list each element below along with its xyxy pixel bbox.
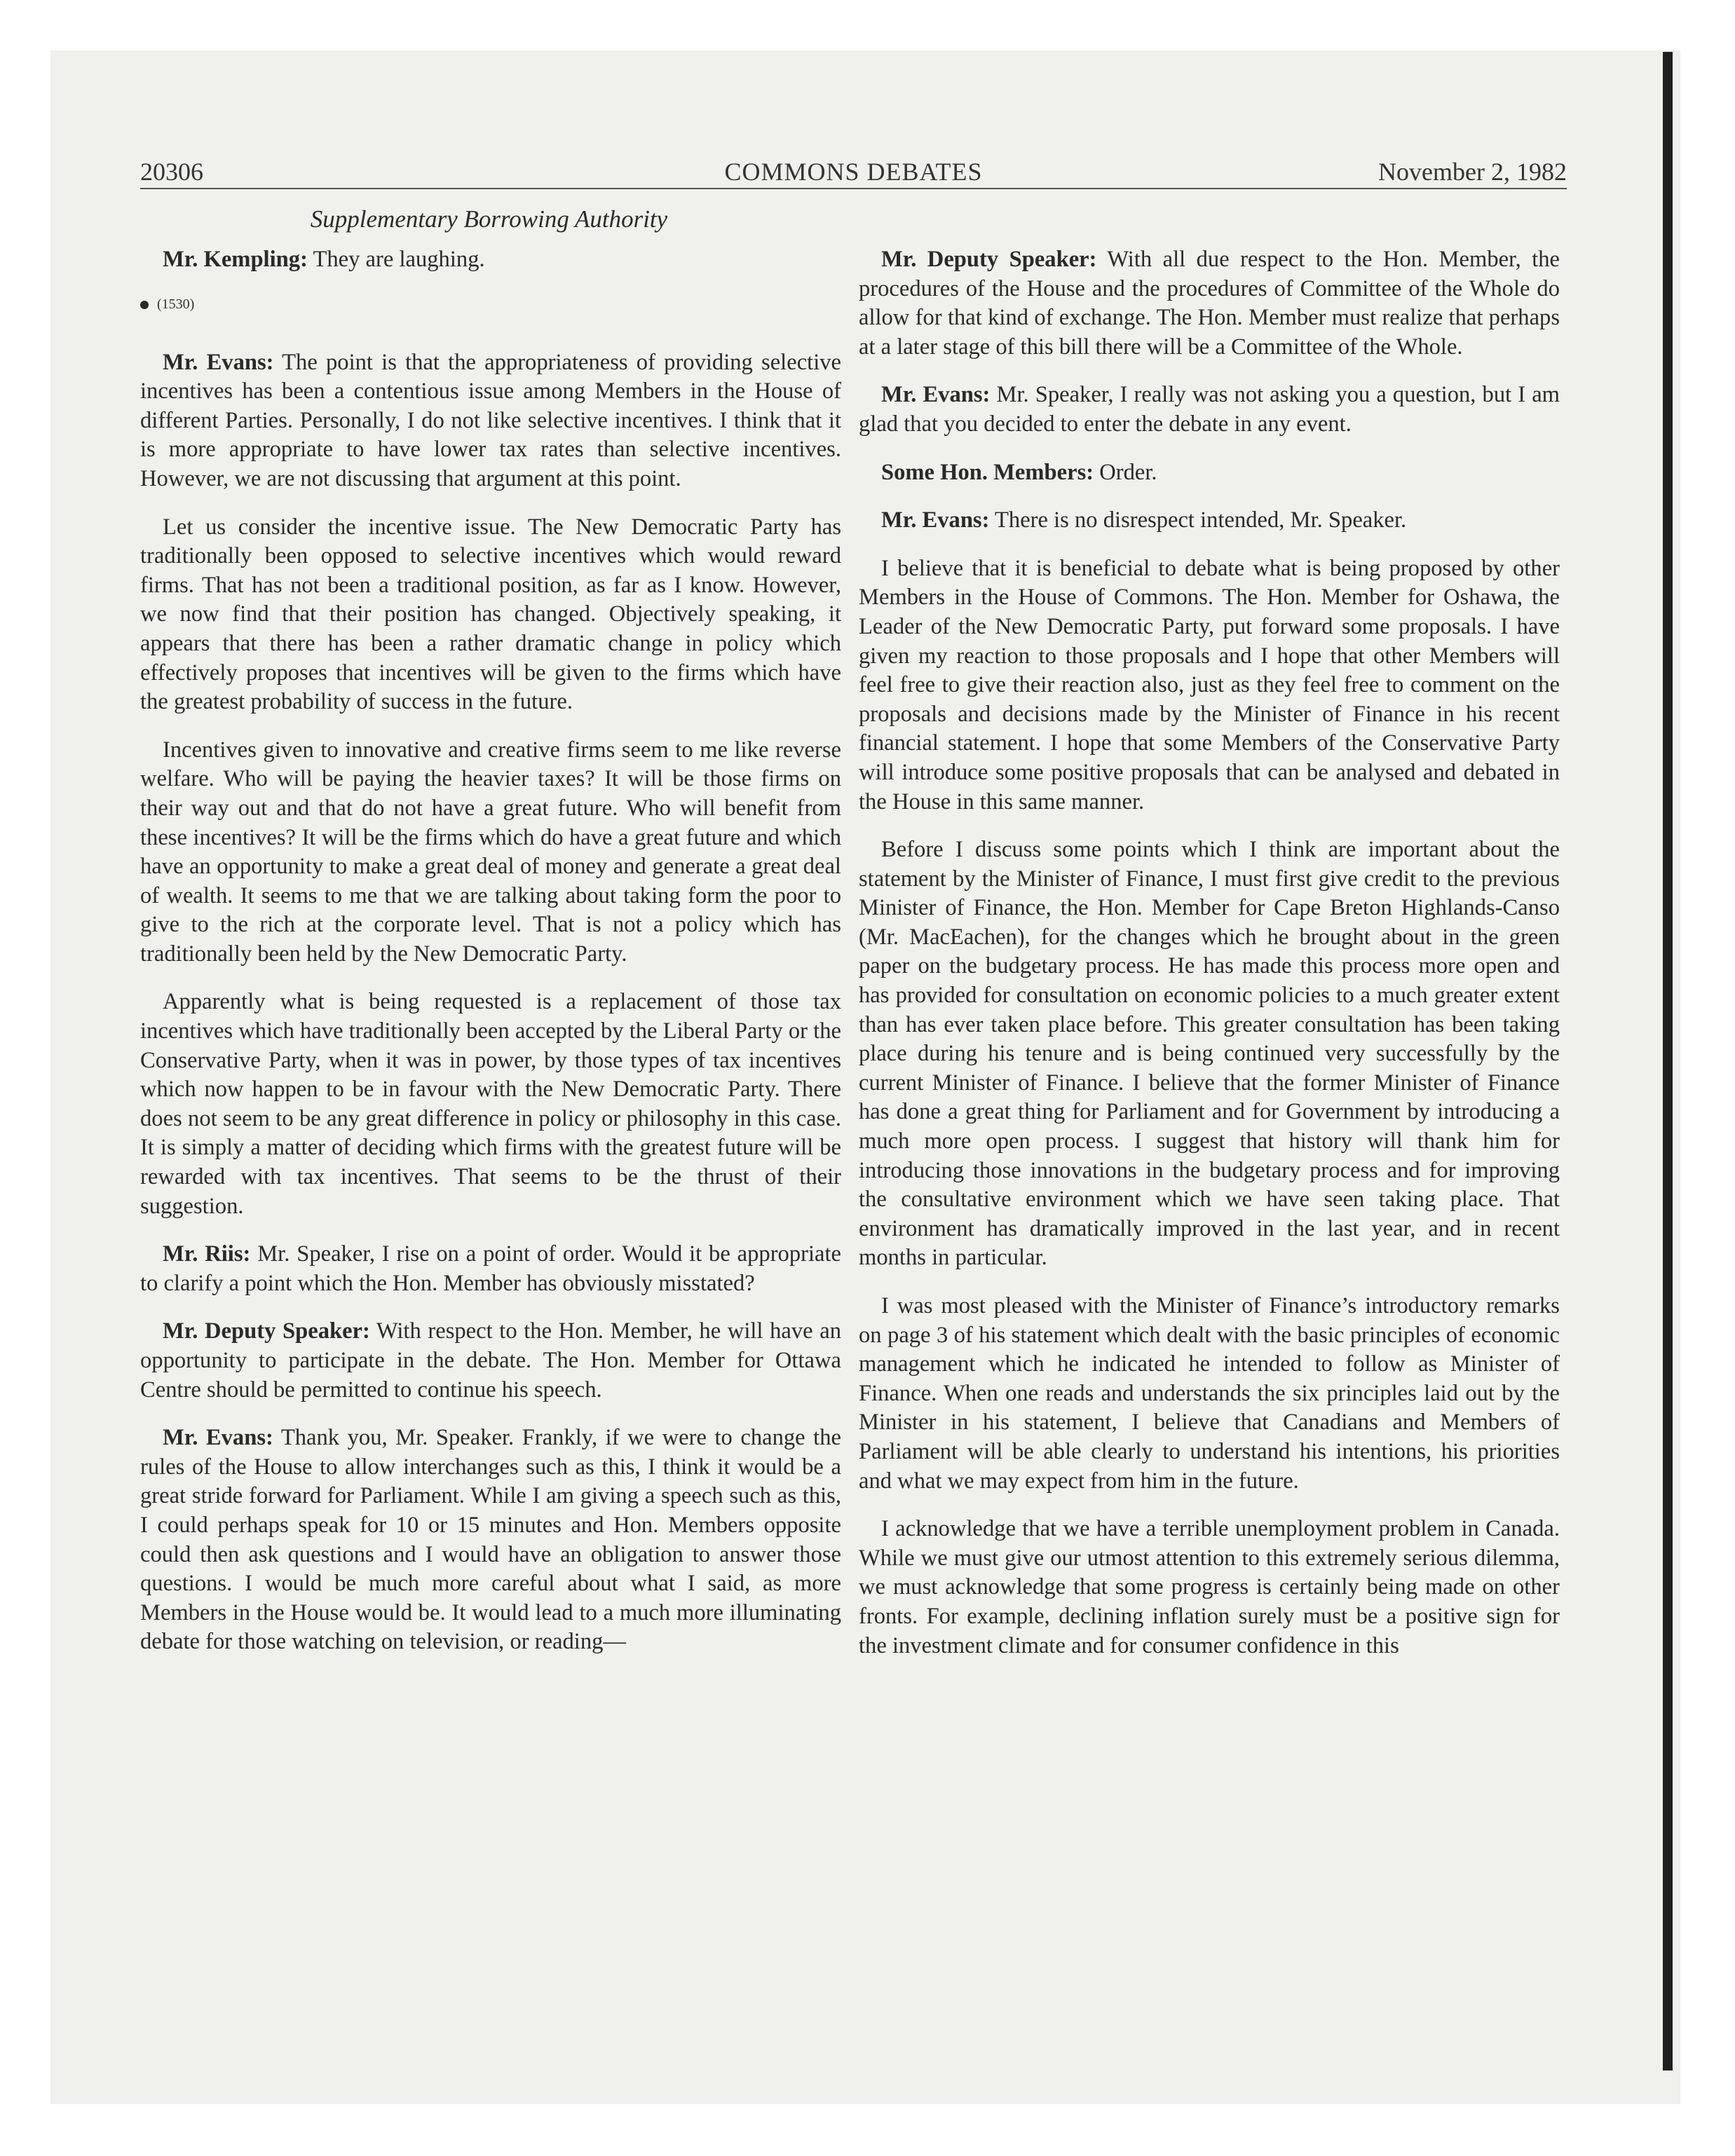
speaker-name: Mr. Riis: [163, 1241, 251, 1267]
right-column [859, 245, 1560, 1679]
paragraph-text: Apparently what is being requested is a replacement of those tax incentives which have traditionally been accepted by the Liberal Party or the Conservative Party, when it was in power, by those types of tax incentives which now happen to be in favour with the New Democratic Party. There does not seem to be any great difference in policy or philosophy in this case. It is simply a matter of deciding which firms with the greatest future will be rewarded with tax incentives. That seems to be the thrust of their suggestion. [140, 989, 841, 1219]
section-subtitle: Supplementary Borrowing Authority [310, 205, 668, 233]
paragraph-text: With respect to the Hon. Member, he will have an opportunity to participate in the debate. The Hon. Member for Ottawa Centre should be permitted to continue his speech. [140, 1318, 841, 1403]
paragraph [859, 835, 1560, 1273]
paragraph-text: Incentives given to innovative and creative firms seem to me like reverse welfare. Who will be paying the heavier taxes? It will be those firms on their way out and that do not have a great future. Who will benefit from these incentives? It will be the firms which do have a great future and which have an opportunity to make a great deal of money and generate a great deal of wealth. It seems to me that we are talking about taking form the poor to give to the rich at the corporate level. That is not a policy which has traditionally been held by the New Democratic Party. [140, 737, 841, 967]
paragraph-text: The point is that the appropriateness of providing selective incentives has been a contentious issue among Members in the House of different Parties. Personally, I do not like selective incentives. I think that it is more appropriate to have lower tax rates than selective incentives. However, we are not discussing that argument at this point. [140, 349, 842, 491]
header-rule [140, 188, 1567, 189]
paragraph [859, 245, 1560, 362]
paragraph-text: Before I discuss some points which I think are important about the statement by the Minister of Finance, I must first give credit to the previous Minister of Finance, the Hon. Member for Cape Breton Highlands-Canso (Mr. MacEachen), for the changes which he brought about in the green paper on the budgetary process. He has made this process more open and has provided for consultation on economic policies to a much greater extent than has ever taken place before. This greater consultation has been taking place during his tenure and is being continued very successfully by the current Minister of Finance. I believe that the former Minister of Finance has done a great thing for Parliament and for Government by introducing a much more open process. I suggest that history will thank him for introducing those innovations in the budgetary process and for improving the consultative environment which we have seen taking place. That environment has dramatically improved in the last year, and in recent months in particular. [859, 837, 1560, 1271]
paragraph-text: Let us consider the incentive issue. The New Democratic Party has traditionally been opposed to selective incentives which would reward firms. That has not been a traditional position, as far as I know. However, we now find that their position has changed. Objectively speaking, it appears that there has been a rather dramatic change in policy which effectively proposes that incentives will be given to the firms which have the greatest probability of success in the future. [140, 514, 841, 715]
speaker-name: Mr. Evans: [163, 349, 274, 375]
paragraph [859, 506, 1560, 535]
paragraph [140, 513, 841, 717]
paragraph-text: I believe that it is beneficial to debate what is being proposed by other Members in the House of Commons. The Hon. Member for Oshawa, the Leader of the New Democratic Party, put forward some proposals. I have given my reaction to those proposals and I hope that other Members will feel free to give their reaction also, just as they feel free to comment on the proposals and decisions made by the Minister of Finance in his recent financial statement. I hope that some Members of the Conservative Party will introduce some positive proposals that can be analysed and debated in the House in this same manner. [859, 555, 1560, 814]
publication-date: November 2, 1982 [1378, 158, 1567, 186]
speaker-name: Mr. Kempling: [163, 247, 308, 272]
paragraph [859, 554, 1560, 817]
paragraph-text: There is no disrespect intended, Mr. Speaker. [989, 507, 1407, 533]
page-number: 20306 [140, 158, 203, 186]
publication-title: COMMONS DEBATES [724, 158, 983, 186]
paragraph-text: They are laughing. [307, 247, 485, 272]
speaker-name: Mr. Evans: [163, 1425, 273, 1451]
paragraph-text: Mr. Speaker, I rise on a point of order. Would it be appropriate to clarify a point which the Hon. Member has obviously misstated? [140, 1241, 841, 1296]
paragraph [140, 1317, 841, 1405]
paragraph-text: Mr. Speaker, I really was not asking you a question, but I am glad that you decided to enter the debate in any event. [859, 382, 1560, 437]
speaker-name: Some Hon. Members: [881, 459, 1094, 485]
scan-edge-shadow [1663, 52, 1673, 2070]
time-marker [140, 294, 841, 315]
paragraph [140, 245, 841, 275]
paragraph [859, 1292, 1560, 1496]
paragraph [140, 736, 841, 969]
paragraph [140, 348, 841, 494]
paragraph [859, 1515, 1560, 1660]
paragraph-text: I acknowledge that we have a terrible unemployment problem in Canada. While we must give our utmost attention to this extremely serious dilemma, we must acknowledge that some progress is certainly being made on other fronts. For example, declining inflation surely must be a positive sign for the investment climate and for consumer confidence in this [859, 1516, 1560, 1658]
paragraph [859, 381, 1560, 439]
speaker-name: Mr. Deputy Speaker: [163, 1318, 370, 1344]
speaker-name: Mr. Evans: [881, 507, 990, 533]
bullet-icon [140, 301, 149, 309]
left-column [140, 245, 841, 1676]
speaker-name: Mr. Evans: [881, 382, 991, 408]
paragraph [859, 458, 1560, 488]
paragraph [140, 988, 841, 1221]
paragraph-text: Order. [1094, 459, 1157, 485]
paragraph [140, 1240, 841, 1298]
time-marker-text: (1530) [157, 296, 195, 312]
page-header [140, 154, 1567, 189]
speaker-name: Mr. Deputy Speaker: [881, 247, 1097, 272]
paragraph-text: I was most pleased with the Minister of Finance’s introductory remarks on page 3 of his statement which dealt with the basic principles of economic management which he indicated he intended to follow as Minister of Finance. When one reads and understands the six principles laid out by the Minister in his statement, I believe that Canadians and Members of Parliament will be able clearly to understand his intentions, his priorities and what we may expect from him in the future. [859, 1293, 1560, 1494]
paragraph [140, 1424, 841, 1657]
paragraph-text: Thank you, Mr. Speaker. Frankly, if we were to change the rules of the House to allow interchanges such as this, I think it would be a great stride forward for Parliament. While I am giving a speech such as this, I could perhaps speak for 10 or 15 minutes and Hon. Members opposite could then ask questions and I would have an obligation to answer those questions. I would be much more careful about what I said, as more Members in the House would be. It would lead to a much more illuminating debate for those watching on television, or reading— [140, 1425, 841, 1655]
paragraph-text: With all due respect to the Hon. Member, the procedures of the House and the procedures of Committee of the Whole do allow for that kind of exchange. The Hon. Member must realize that perhaps at a later stage of this bill there will be a Committee of the Whole. [859, 247, 1560, 360]
